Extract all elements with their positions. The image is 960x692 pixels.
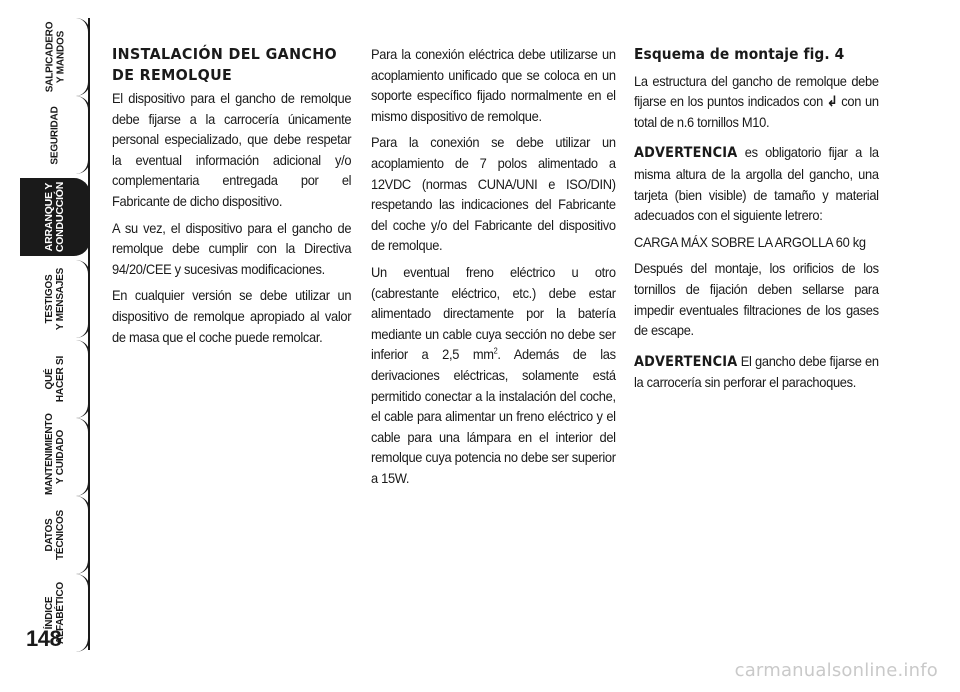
superscript: 2 <box>493 346 498 356</box>
watermark: carmanualsonline.info <box>734 660 938 681</box>
text-run: con un total de n.6 tornillos M10. <box>634 93 879 130</box>
text-run: . Además de las derivaciones eléctricas, solamente está permitido conectar a la instalación del coche, el cable para alimentar un freno eléctrico y el cable para una lámpara en el interior del remolque cuya potencia no debe ser superior a 15W. <box>371 346 616 486</box>
page-number: 148 <box>26 626 62 651</box>
tab-label: SEGURIDAD <box>49 105 61 165</box>
paragraph: Para la conexión se debe utilizar un acoplamiento de 7 polos alimentado a 12VDC (normas CUNA/UNI e ISO/DIN) respetando las indicaciones del Fabricante del coche y/o del Fabricante del dispositivo de remolque. <box>371 134 616 254</box>
column-3 <box>634 44 879 399</box>
warning-paragraph <box>634 351 879 393</box>
text-run: es obligatorio fijar a la misma altura de la argolla del gancho, una tarjeta (bien visible) de tamaño y material adecuados con el siguiente letrero: <box>634 144 879 224</box>
heading-line-2: DE REMOLQUE <box>112 66 233 84</box>
tab-datos-tecnicos[interactable] <box>20 496 90 574</box>
mount-point-arrow-icon: ↲ <box>826 93 838 110</box>
heading-line-1: INSTALACIÓN DEL GANCHO <box>112 45 338 63</box>
paragraph: Después del montaje, los orificios de los tornillos de fijación deben sellarse para impedir eventuales filtraciones de los gases de escape. <box>634 260 879 339</box>
paragraph <box>371 262 616 489</box>
tab-mantenimiento-y-cuidado[interactable] <box>20 413 90 496</box>
warning-label: ADVERTENCIA <box>634 353 738 370</box>
warning-label: ADVERTENCIA <box>634 145 738 162</box>
column-1 <box>112 44 351 353</box>
tab-label: MANTENIMIENTO Y CUIDADO <box>44 413 66 495</box>
tab-salpicadero-y-mandos[interactable] <box>20 18 90 96</box>
tab-label: ÍNDICE ALFABÉTICO <box>44 582 66 644</box>
tab-label: ARRANQUE Y CONDUCCIÓN <box>43 181 66 253</box>
text-run: La estructura del gancho de remolque debe fijarse en los puntos indicados con <box>634 72 879 110</box>
paragraph: A su vez, el dispositivo para el gancho de remolque debe cumplir con la Directiva 94/20/CEE y sucesivas modificaciones. <box>112 219 352 277</box>
tab-arranque-y-conduccion[interactable] <box>20 178 90 256</box>
paragraph: En cualquier versión se debe utilizar un dispositivo de remolque apropiado al valor de masa que el coche puede remolcar. <box>112 287 352 345</box>
paragraph: El dispositivo para el gancho de remolque debe fijarse a la carrocería únicamente personal especializado, que debe respetar la eventual información adicional y/o complementaria entregada por el Fabricante de dicho dispositivo. <box>112 90 352 209</box>
text-run: Un eventual freno eléctrico u otro (cabrestante eléctrico, etc.) debe estar alimentado directamente por la batería mediante un cable cuya sección no debe ser inferior a 2,5 mm <box>371 263 616 363</box>
figure-subheading: Esquema de montaje fig. 4 <box>634 45 845 63</box>
section-heading <box>112 44 351 86</box>
tab-label: QUÉ HACER SI <box>44 355 66 403</box>
tab-label: SALPICADERO Y MANDOS <box>44 21 66 93</box>
tab-seguridad[interactable] <box>20 96 90 174</box>
text-run: El gancho debe fijarse en la carrocería sin perforar el parachoques. <box>634 352 879 391</box>
warning-paragraph <box>634 142 879 225</box>
paragraph <box>634 71 879 133</box>
section-tab-rail <box>20 18 92 650</box>
tab-que-hacer-si[interactable] <box>20 340 90 418</box>
sign-text: CARGA MÁX SOBRE LA ARGOLLA 60 kg <box>634 233 866 250</box>
column-2 <box>371 44 616 494</box>
tab-label: TESTIGOS Y MENSAJES <box>44 267 66 331</box>
tab-testigos-y-mensajes[interactable] <box>20 260 90 338</box>
paragraph: Para la conexión eléctrica debe utilizarse un acoplamiento unificado que se coloca en un soporte específico fijado normalmente en el mismo dispositivo de remolque. <box>371 46 616 124</box>
tab-label: DATOS TÉCNICOS <box>44 509 66 561</box>
